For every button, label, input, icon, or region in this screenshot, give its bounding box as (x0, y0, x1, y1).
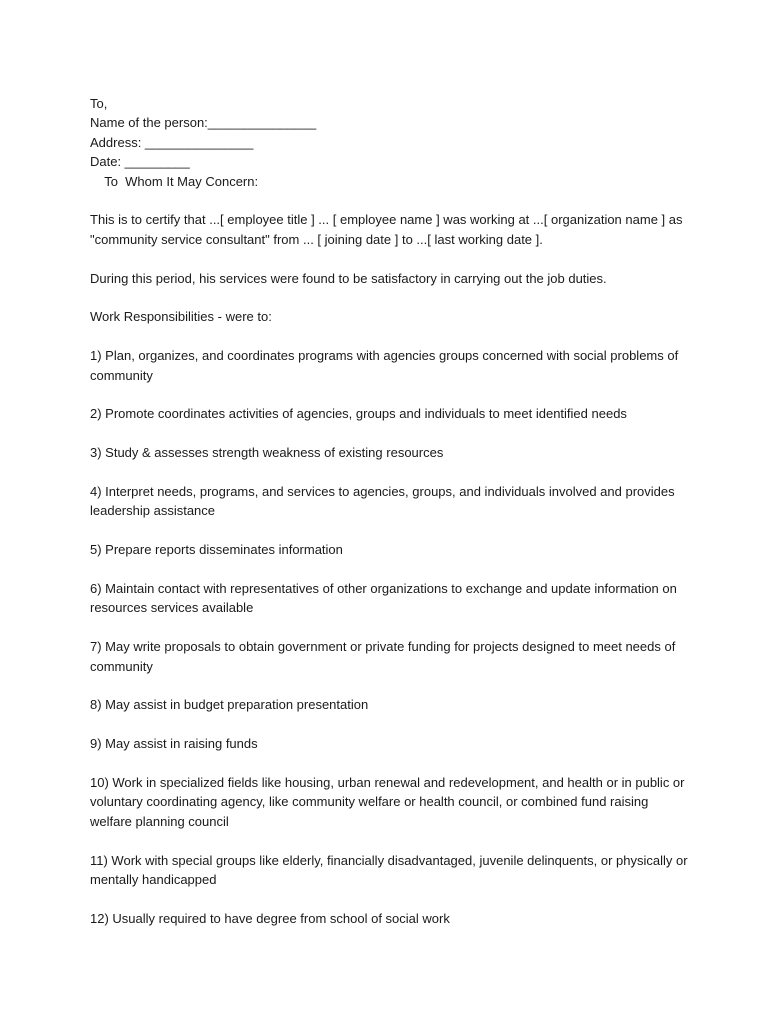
name-of-person-line: Name of the person:_______________ (90, 115, 317, 131)
responsibilities-list (90, 346, 690, 928)
certification-paragraph: This is to certify that ...[ employee title ] ... [ employee name ] was working at ...[ organization name ] as "community service consultant" from ... [ joining date ] to ...[ last working date ]. (90, 212, 683, 247)
list-item: 12) Usually required to have degree from school of social work (90, 910, 450, 926)
responsibilities-heading: Work Responsibilities - were to: (90, 309, 272, 325)
list-item: 9) May assist in raising funds (90, 736, 258, 752)
list-item: 1) Plan, organizes, and coordinates programs with agencies groups concerned with social problems of community (90, 348, 679, 383)
list-item: 10) Work in specialized fields like housing, urban renewal and redevelopment, and health or in public or voluntary coordinating agency, like community welfare or health council, or combined fund raising welfare planning council (90, 775, 685, 829)
list-item: 2) Promote coordinates activities of agencies, groups and individuals to meet identified needs (90, 406, 627, 422)
list-item: 5) Prepare reports disseminates information (90, 542, 343, 558)
list-item: 6) Maintain contact with representatives of other organizations to exchange and update information on resources services available (90, 581, 677, 616)
list-item: 8) May assist in budget preparation presentation (90, 697, 369, 713)
salutation: To Whom It May Concern: (90, 173, 259, 189)
list-item: 11) Work with special groups like elderly, financially disadvantaged, juvenile delinquents, or physically or mentally handicapped (90, 852, 688, 888)
letter-header (90, 94, 690, 191)
letter-body (90, 94, 690, 928)
to-line: To, (90, 96, 108, 111)
address-line: Address: _______________ (90, 134, 254, 150)
list-item: 4) Interpret needs, programs, and services to agencies, groups, and individuals involved and provides leadership assistance (90, 484, 675, 519)
service-period-paragraph: During this period, his services were found to be satisfactory in carrying out the job duties. (90, 270, 607, 286)
list-item: 3) Study & assesses strength weakness of existing resources (90, 445, 444, 461)
list-item: 7) May write proposals to obtain government or private funding for projects designed to meet needs of community (90, 639, 676, 674)
date-line: Date: _________ (90, 154, 190, 170)
